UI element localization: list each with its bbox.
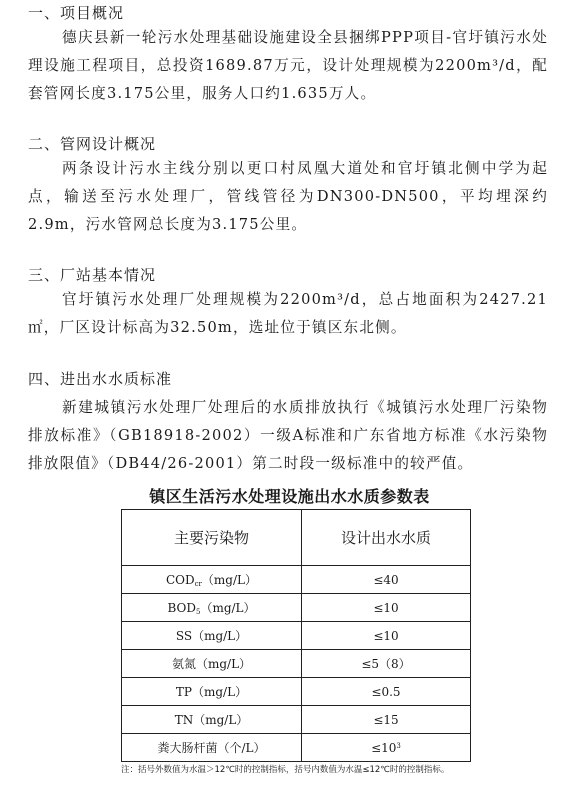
pollutant-cell [122, 622, 302, 650]
section-4-heading: 四、进出水水质标准 [28, 370, 173, 388]
header-effluent-quality: 设计出水水质 [302, 510, 471, 566]
section-2-paragraph: 两条设计污水主线分别以更口村凤凰大道处和官圩镇北侧中学为起点，输送至污水处理厂，管线管径为DN300-DN500，平均埋深约2.9m，污水管网总长度为3.175公里。 [28, 160, 548, 233]
value-cell [302, 678, 471, 706]
pollutant-cell [122, 594, 302, 622]
value-cell [302, 566, 471, 594]
section-1-heading: 一、项目概况 [28, 4, 125, 22]
pollutant-name: COD [166, 573, 195, 587]
value-text: ≤40 [373, 572, 399, 587]
pollutant-cell [122, 678, 302, 706]
pollutant-unit: （mg/L） [193, 713, 249, 727]
pollutant-cell [122, 706, 302, 734]
table-row [122, 594, 471, 622]
pollutant-unit: （mg/L） [200, 601, 256, 615]
section-3-heading: 三、厂站基本情况 [28, 266, 157, 284]
pollutant-subscript: 5 [195, 608, 201, 616]
value-superscript: 3 [396, 741, 401, 750]
table-row [122, 734, 471, 762]
section-2-heading: 二、管网设计概况 [28, 135, 157, 153]
value-text: ≤10 [373, 600, 399, 615]
pollutant-unit: （mg/L） [195, 657, 252, 671]
pollutant-name: SS [175, 629, 193, 643]
value-text: ≤0.5 [371, 684, 401, 699]
pollutant-name: 粪大肠杆菌 [157, 741, 218, 755]
section-4-paragraph: 新建城镇污水处理厂处理后的水质排放执行《城镇污水处理厂污染物排放标准》（GB18918-2002）一级A标准和广东省地方标准《水污染物排放限值》（DB44/26-2001）第二时段一级标准中的较严值。 [28, 399, 548, 472]
pollutant-name: TP [175, 685, 192, 699]
pollutant-unit: （mg/L） [192, 685, 248, 699]
value-cell [302, 734, 471, 762]
pollutant-unit: （个/L） [217, 741, 266, 755]
value-cell [302, 594, 471, 622]
table-note: 注：括号外数值为水温＞12℃时的控制指标，括号内数值为水温≤12℃时的控制指标。 [121, 765, 450, 775]
value-cell [302, 706, 471, 734]
pollutant-cell [122, 734, 302, 762]
pollutant-unit: （mg/L） [201, 573, 257, 587]
table-row [122, 678, 471, 706]
pollutant-unit: （mg/L） [192, 629, 248, 643]
pollutant-name: BOD [167, 601, 196, 615]
table-title: 镇区生活污水处理设施出水水质参数表 [149, 487, 430, 506]
table-row [122, 622, 471, 650]
section-3-paragraph: 官圩镇污水处理厂处理规模为2200m³/d，总占地面积为2427.21㎡，厂区设计标高为32.50m，选址位于镇区东北侧。 [28, 291, 548, 336]
value-text: ≤10 [371, 740, 397, 755]
pollutant-name: 氨氮 [171, 657, 196, 671]
value-cell [302, 650, 471, 678]
value-text: ≤10 [373, 628, 399, 643]
header-pollutant: 主要污染物 [122, 510, 302, 566]
pollutant-cell [122, 566, 302, 594]
pollutant-cell [122, 650, 302, 678]
value-text: ≤5（8） [361, 657, 411, 671]
section-1-paragraph: 德庆县新一轮污水处理基础设施建设全县捆绑PPP项目-官圩镇污水处理设施工程项目，总投资1689.87万元，设计处理规模为2200m³/d，配套管网长度3.175公里，服务人口约1.635万人。 [28, 29, 548, 102]
pollutant-name: TN [174, 713, 194, 727]
value-cell [302, 622, 471, 650]
water-quality-table [121, 509, 471, 762]
table-row [122, 650, 471, 678]
pollutant-subscript: cr [194, 580, 202, 588]
table-header-row [122, 510, 471, 566]
value-text: ≤15 [373, 712, 399, 727]
table-row [122, 706, 471, 734]
table-row [122, 566, 471, 594]
